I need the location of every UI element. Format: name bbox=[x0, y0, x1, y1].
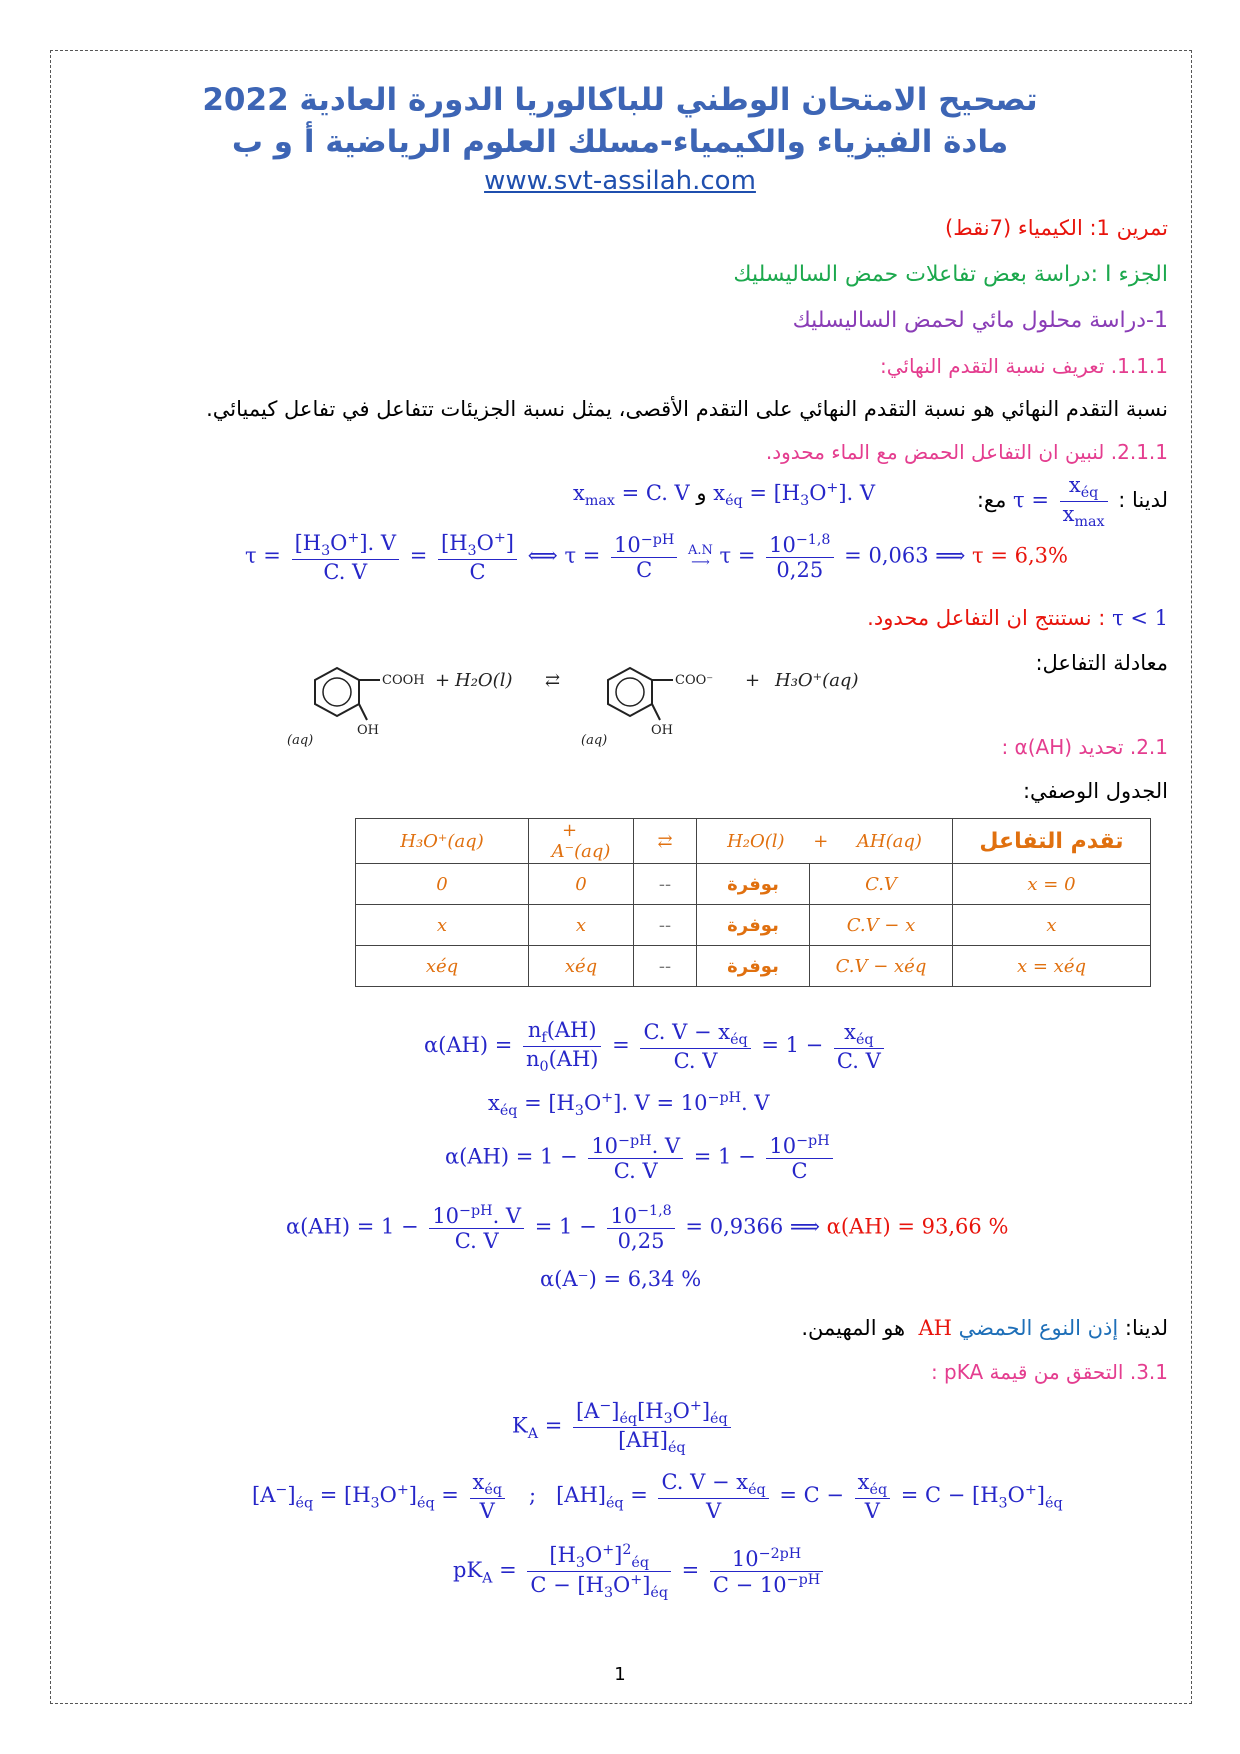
equilibrium-arrow: ⇄ bbox=[545, 670, 561, 691]
question-2-1-1: 2.1.1. لنبين ان التفاعل الحمض مع الماء محدود. bbox=[765, 440, 1168, 464]
table-row: x x -- بوفرة C.V − x x bbox=[356, 905, 1151, 946]
tau-definition-formula: τ = $\frac{x_{éq}}{x_{max}}$ bbox=[1013, 488, 1112, 512]
h-arrow: ⇄ bbox=[634, 819, 697, 864]
question-2-1: 2.1. تحديد α(AH) : bbox=[1001, 735, 1168, 759]
question-3-1: 3.1. التحقق من قيمة pKA : bbox=[930, 1360, 1168, 1384]
tau-definition-line bbox=[977, 473, 1168, 530]
part-heading: الجزء I :دراسة بعض تفاعلات حمض الساليسليك bbox=[733, 262, 1168, 287]
h-h3o: H₃O⁺(aq) bbox=[356, 819, 529, 864]
conclusion-line: τ < 1 : نستنتج ان التفاعل محدود. bbox=[867, 606, 1168, 630]
question-1-1-1: 1.1.1. تعريف نسبة التقدم النهائي: bbox=[879, 354, 1168, 378]
exercise-heading: تمرين 1: الكيمياء (7نقط) bbox=[945, 216, 1168, 240]
page-number: 1 bbox=[614, 1664, 626, 1685]
tau-result: τ = 6,3% bbox=[972, 543, 1068, 568]
concentrations-formula: $[A^-]_{éq} = [H_3O^+]_{éq}$ = $\frac{x_{éq}}{V}$ ; $[AH]_{éq}$ = $\frac{C. V - x_{éq}}{V}$ = C − $\frac{x_{éq}}{V}$ = $C - [H_3O^+]_{éq}$ bbox=[252, 1470, 1063, 1524]
aq-label-1: (aq) bbox=[287, 733, 314, 748]
title-line-1: تصحيح الامتحان الوطني للباكالوريا الدورة العادية 2022 bbox=[202, 82, 1038, 118]
website-link[interactable]: www.svt-assilah.com bbox=[484, 166, 756, 196]
definition-text: نسبة التقدم النهائي هو نسبة التقدم النهائي على التقدم الأقصى، يمثل نسبة الجزيئات تتفاعل في تفاعل كيميائي. bbox=[206, 397, 1168, 421]
oh-label-2: OH bbox=[651, 723, 673, 738]
we-have-label: لدينا : bbox=[1118, 488, 1168, 513]
h-advancement: تقدم التفاعل bbox=[953, 819, 1151, 864]
descriptive-table-full bbox=[355, 818, 1151, 987]
alpha-formula-1: α(AH) = $\frac{n_f(AH)}{n_0(AH)}$ = $\frac{C. V - x_{éq}}{C. V}$ = 1 − $\frac{x_{éq}}{C. V}$ bbox=[424, 1018, 888, 1075]
xmax-xeq-formula: $x_{max} = C$. V و $x_{éq} = [H_3O^+]$. V bbox=[573, 480, 876, 510]
oh-label-1: OH bbox=[357, 723, 379, 738]
reaction-equation bbox=[285, 652, 885, 752]
hydronium-label: H₃O⁺(aq) bbox=[775, 670, 859, 691]
reaction-label: معادلة التفاعل: bbox=[1035, 651, 1168, 675]
benzene-ring-product bbox=[608, 668, 652, 716]
h-a: + A⁻(aq) bbox=[529, 819, 634, 864]
table-row: xéq xéq -- بوفرة C.V − xéq x = xéq bbox=[356, 946, 1151, 987]
title-line-2: مادة الفيزياء والكيمياء-مسلك العلوم الرياضية أ و ب bbox=[231, 124, 1009, 160]
alpha-result: α(AH) = 93,66 % bbox=[826, 1214, 1009, 1239]
table-label: الجدول الوصفي: bbox=[1022, 779, 1168, 803]
alpha-base-result: α(A⁻) = 6,34 % bbox=[540, 1267, 702, 1291]
aq-label-2: (aq) bbox=[581, 733, 608, 748]
alpha-formula-3: α(AH) = 1 − $\frac{10^{-pH}. V}{C. V}$ = 1 − $\frac{10^{-1,8}}{0,25}$ = 0,9366 ⟹ α(AH) = 93,66 % bbox=[286, 1203, 1009, 1253]
benzene-ring-reactant bbox=[315, 668, 359, 716]
pka-formula: $pK_A$ = $\frac{[H_3O^+]^2_{éq}}{C - [H_3O^+]_{éq}}$ = $\frac{10^{-2pH}}{C - 10^{-pH}}$ bbox=[453, 1542, 827, 1601]
tau-calculation: τ = $\frac{[H_3O^+]. V}{C. V}$ = $\frac{[H_3O^+]}{C}$ ⟺ τ = $\frac{10^{-pH}}{C}$ A.N ⟶ τ = $\frac{10^{-1,8}}{0,25}$ = 0,063 ⟹ τ = 6,3% bbox=[245, 530, 1068, 585]
plus-2: + bbox=[745, 670, 761, 691]
h-ah: H₂O(l) + AH(aq) bbox=[697, 819, 953, 864]
xeq-formula: $x_{éq} = [H_3O^+]$. $V = 10^{-pH}$. V bbox=[488, 1090, 770, 1120]
plus-1: + bbox=[435, 670, 451, 691]
dominant-species-line: لدينا: إذن النوع الحمضي AH هو المهيمن. bbox=[801, 1316, 1168, 1340]
ka-formula: $K_A$ = $\frac{[A^-]_{éq}[H_3O^+]_{éq}}{[AH]_{éq}}$ bbox=[512, 1398, 735, 1456]
table-row: 0 0 -- بوفرة C.V x = 0 bbox=[356, 864, 1151, 905]
section-heading: 1-دراسة محلول مائي لحمض الساليسليك bbox=[792, 308, 1168, 333]
water-label: H₂O(l) bbox=[455, 670, 513, 691]
alpha-formula-2: α(AH) = 1 − $\frac{10^{-pH}. V}{C. V}$ = 1 − $\frac{10^{-pH}}{C}$ bbox=[445, 1133, 837, 1183]
coo-label: COO⁻ bbox=[675, 673, 714, 688]
cooh-label: COOH bbox=[382, 673, 425, 688]
with-label: مع: bbox=[976, 488, 1007, 513]
